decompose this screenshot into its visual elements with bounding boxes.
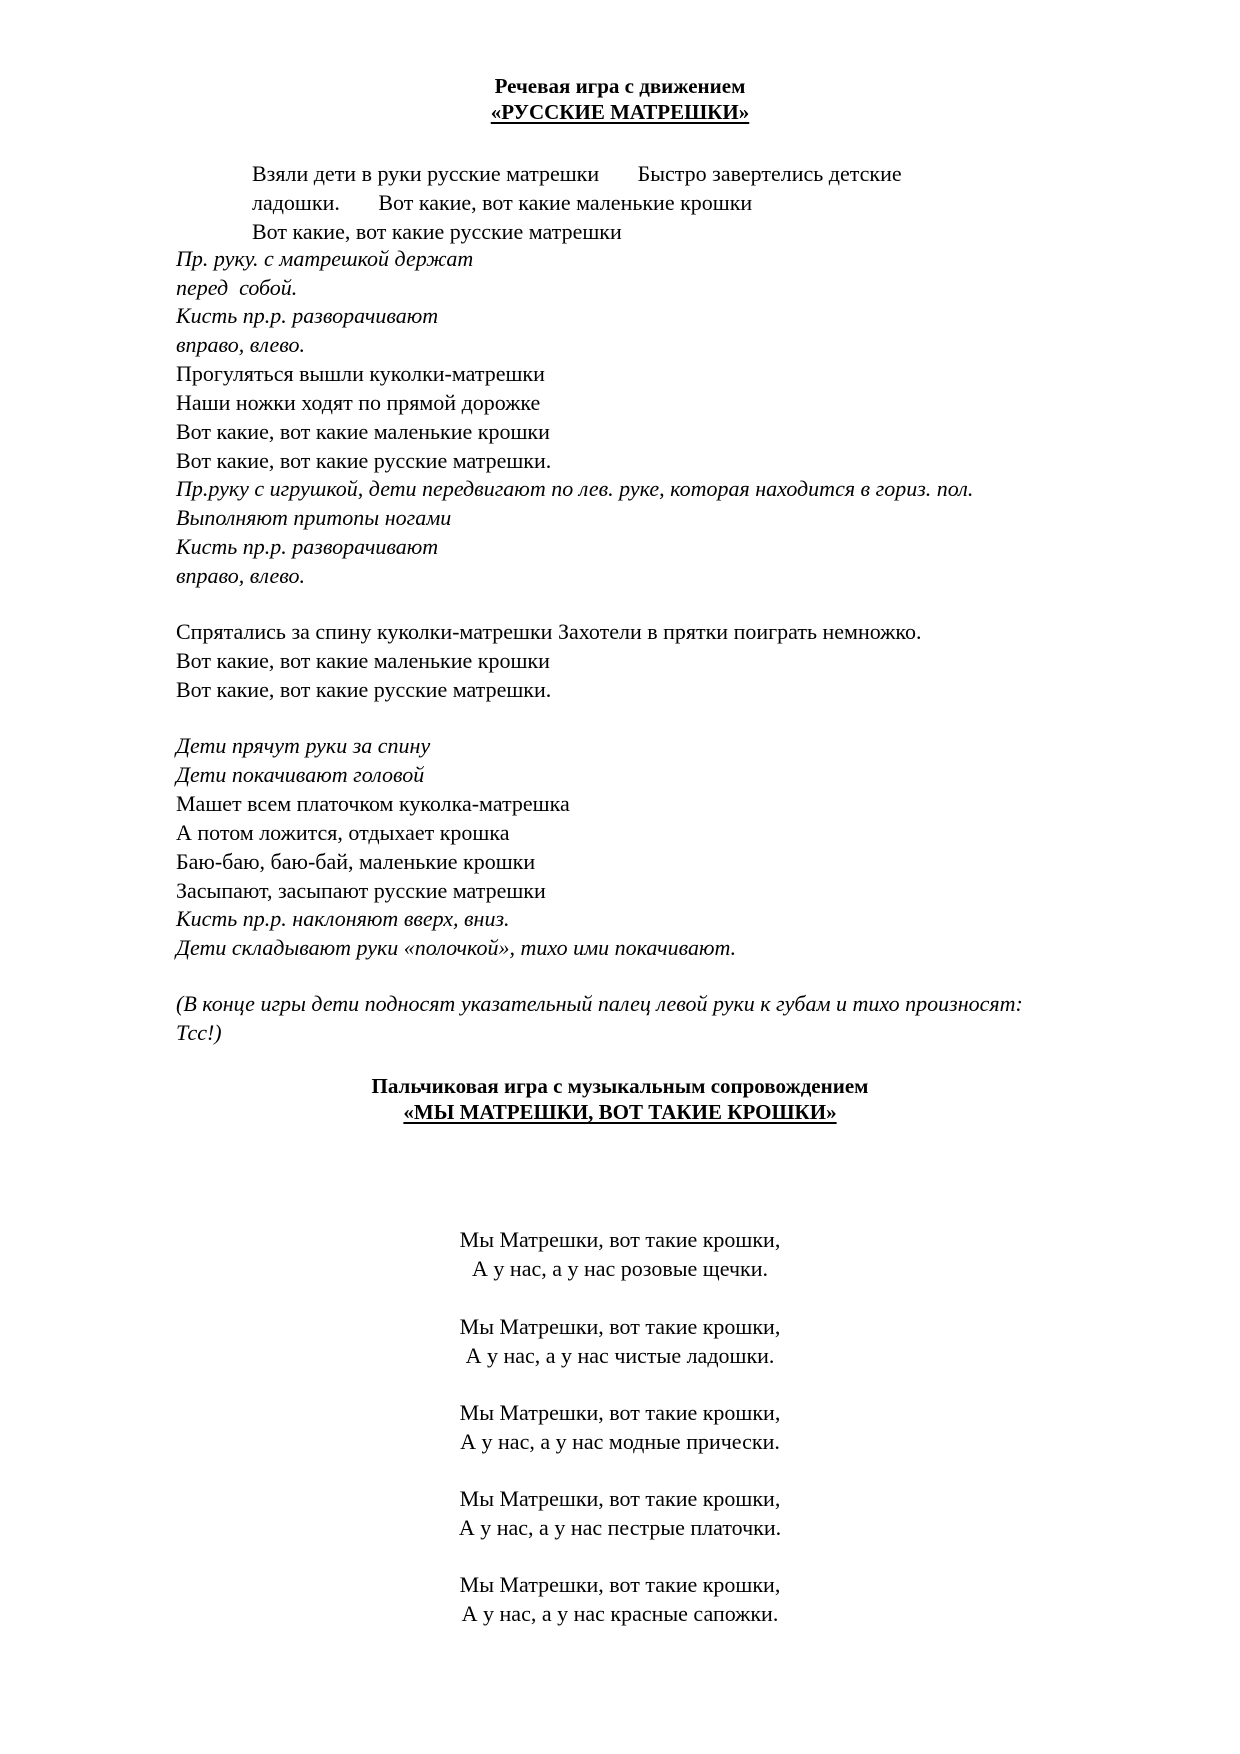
game1-line: Выполняют притопы ногами <box>176 505 452 530</box>
game1-line: Кисть пр.р. разворачивают <box>176 303 439 328</box>
game2-verse <box>0 1398 1240 1456</box>
game1-line: Вот какие, вот какие маленькие крошки <box>176 419 550 444</box>
game1-line: Наши ножки ходят по прямой дорожке <box>176 390 541 415</box>
game1-line: Вот какие, вот какие маленькие крошки <box>176 648 550 673</box>
game2-verse <box>0 1570 1240 1628</box>
game1-line: Вот какие, вот какие русские матрешки. <box>176 448 552 473</box>
game2-verse-line: Мы Матрешки, вот такие крошки, <box>459 1227 781 1252</box>
game1-line: Пр. руку. с матрешкой держат <box>176 246 474 271</box>
game1-line: Кисть пр.р. разворачивают <box>176 534 439 559</box>
game2-title: Пальчиковая игра с музыкальным сопровождением <box>371 1074 869 1098</box>
game2-verse-line: Мы Матрешки, вот такие крошки, <box>459 1314 781 1339</box>
game2-verse-line: Мы Матрешки, вот такие крошки, <box>459 1400 781 1425</box>
game2-verse <box>0 1484 1240 1542</box>
game1-line: Вот какие, вот какие русские матрешки. <box>176 677 552 702</box>
game1-line: Тсс!) <box>176 1020 222 1045</box>
game1-line: Дети прячут руки за спину <box>176 733 431 758</box>
game1-subtitle <box>0 99 1240 125</box>
game1-line: перед собой. <box>176 275 298 300</box>
game1-line: Засыпают, засыпают русские матрешки <box>176 878 546 903</box>
game2-subtitle-text: «МЫ МАТРЕШКИ, ВОТ ТАКИЕ КРОШКИ» <box>403 1100 837 1124</box>
game1-line: Машет всем платочком куколка-матрешка <box>176 791 570 816</box>
game2-verse-line: А у нас, а у нас розовые щечки. <box>472 1256 768 1281</box>
game2-verse-line: Мы Матрешки, вот такие крошки, <box>459 1486 781 1511</box>
game2-verse-line: А у нас, а у нас чистые ладошки. <box>465 1343 775 1368</box>
game1-line: Баю-баю, баю-бай, маленькие крошки <box>176 849 536 874</box>
game1-line: Спрятались за спину куколки-матрешки Захотели в прятки поиграть немножко. <box>176 619 922 644</box>
game1-line: Дети покачивают головой <box>176 762 425 787</box>
game1-line: Вот какие, вот какие русские матрешки <box>252 219 622 244</box>
game1-line: вправо, влево. <box>176 332 306 357</box>
game1-subtitle-text: «РУССКИЕ МАТРЕШКИ» <box>490 100 750 124</box>
game1-line: Пр.руку с игрушкой, дети передвигают по лев. руке, которая находится в гориз. пол. <box>176 476 974 501</box>
game1-line: Дети складывают руки «полочкой», тихо ими покачивают. <box>176 935 737 960</box>
game1-line: вправо, влево. <box>176 563 306 588</box>
game1-line: А потом ложится, отдыхает крошка <box>176 820 510 845</box>
game2-verse-line: А у нас, а у нас красные сапожки. <box>461 1601 779 1626</box>
game2-heading <box>0 1073 1240 1125</box>
game2-subtitle <box>0 1099 1240 1125</box>
game1-line: (В конце игры дети подносят указательный палец левой руки к губам и тихо произносят: <box>176 991 1023 1016</box>
game2-verse <box>0 1312 1240 1370</box>
game2-verse <box>0 1225 1240 1283</box>
game1-title: Речевая игра с движением <box>494 74 746 98</box>
game2-verse-line: А у нас, а у нас пестрые платочки. <box>458 1515 782 1540</box>
game1-line: Прогуляться вышли куколки-матрешки <box>176 361 545 386</box>
game2-verse-line: А у нас, а у нас модные прически. <box>460 1429 780 1454</box>
game1-line: Кисть пр.р. наклоняют вверх, вниз. <box>176 906 510 931</box>
game2-verse-line: Мы Матрешки, вот такие крошки, <box>459 1572 781 1597</box>
game1-heading <box>0 73 1240 125</box>
game1-line: Взяли дети в руки русские матрешки Быстро завертелись детские <box>252 161 902 186</box>
game1-line: ладошки. Вот какие, вот какие маленькие крошки <box>252 190 753 215</box>
